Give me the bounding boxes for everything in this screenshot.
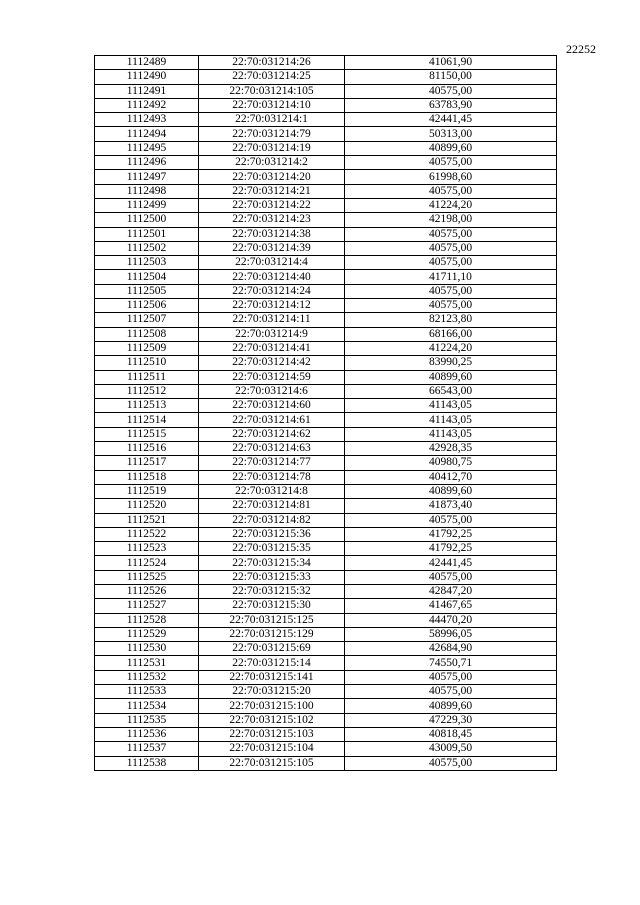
record-number-cell: 1112490 [95, 70, 199, 84]
record-number-cell: 1112505 [95, 284, 199, 298]
record-number-cell: 1112508 [95, 327, 199, 341]
table-row [95, 384, 557, 398]
table-row [95, 399, 557, 413]
record-number-cell: 1112510 [95, 356, 199, 370]
cadastral-number-cell: 22:70:031214:42 [199, 356, 345, 370]
record-number-cell: 1112509 [95, 341, 199, 355]
table-row [95, 442, 557, 456]
record-number-cell: 1112501 [95, 227, 199, 241]
value-cell: 74550,71 [345, 656, 557, 670]
record-number-cell: 1112530 [95, 642, 199, 656]
cadastral-number-cell: 22:70:031214:105 [199, 84, 345, 98]
value-cell: 40575,00 [345, 685, 557, 699]
cadastral-number-cell: 22:70:031214:23 [199, 213, 345, 227]
value-cell: 40575,00 [345, 241, 557, 255]
value-cell: 40899,60 [345, 484, 557, 498]
table-row [95, 527, 557, 541]
cadastral-number-cell: 22:70:031215:141 [199, 670, 345, 684]
cadastral-number-cell: 22:70:031215:102 [199, 713, 345, 727]
cadastral-number-cell: 22:70:031214:79 [199, 127, 345, 141]
value-cell: 40899,60 [345, 141, 557, 155]
value-cell: 40575,00 [345, 84, 557, 98]
table-row [95, 413, 557, 427]
cadastral-number-cell: 22:70:031215:69 [199, 642, 345, 656]
cadastral-number-cell: 22:70:031215:33 [199, 570, 345, 584]
record-number-cell: 1112502 [95, 241, 199, 255]
value-cell: 40575,00 [345, 299, 557, 313]
cadastral-number-cell: 22:70:031214:24 [199, 284, 345, 298]
cadastral-number-cell: 22:70:031214:25 [199, 70, 345, 84]
record-number-cell: 1112520 [95, 499, 199, 513]
value-cell: 47229,30 [345, 713, 557, 727]
value-cell: 41143,05 [345, 427, 557, 441]
record-number-cell: 1112525 [95, 570, 199, 584]
record-number-cell: 1112512 [95, 384, 199, 398]
cadastral-number-cell: 22:70:031214:38 [199, 227, 345, 241]
table-row [95, 256, 557, 270]
cadastral-number-cell: 22:70:031214:12 [199, 299, 345, 313]
cadastral-number-cell: 22:70:031214:22 [199, 198, 345, 212]
cadastral-number-cell: 22:70:031214:11 [199, 313, 345, 327]
cadastral-number-cell: 22:70:031214:41 [199, 341, 345, 355]
table-row [95, 127, 557, 141]
table-row [95, 341, 557, 355]
table-row [95, 456, 557, 470]
value-cell: 40575,00 [345, 256, 557, 270]
cadastral-number-cell: 22:70:031214:40 [199, 270, 345, 284]
table-row [95, 84, 557, 98]
cadastral-number-cell: 22:70:031214:19 [199, 141, 345, 155]
record-number-cell: 1112531 [95, 656, 199, 670]
record-number-cell: 1112513 [95, 399, 199, 413]
record-number-cell: 1112537 [95, 742, 199, 756]
record-number-cell: 1112522 [95, 527, 199, 541]
value-cell: 40818,45 [345, 727, 557, 741]
table-row [95, 613, 557, 627]
value-cell: 40575,00 [345, 670, 557, 684]
value-cell: 43009,50 [345, 742, 557, 756]
value-cell: 41224,20 [345, 198, 557, 212]
value-cell: 50313,00 [345, 127, 557, 141]
cadastral-number-cell: 22:70:031215:36 [199, 527, 345, 541]
value-cell: 58996,05 [345, 627, 557, 641]
record-number-cell: 1112492 [95, 98, 199, 112]
cadastral-number-cell: 22:70:031214:77 [199, 456, 345, 470]
table-row [95, 685, 557, 699]
cadastral-number-cell: 22:70:031214:20 [199, 170, 345, 184]
value-cell: 40575,00 [345, 513, 557, 527]
value-cell: 41792,25 [345, 527, 557, 541]
table-row [95, 270, 557, 284]
record-number-cell: 1112523 [95, 542, 199, 556]
table-row [95, 184, 557, 198]
value-cell: 40575,00 [345, 570, 557, 584]
record-number-cell: 1112521 [95, 513, 199, 527]
table-row [95, 756, 557, 770]
record-number-cell: 1112533 [95, 685, 199, 699]
cadastral-number-cell: 22:70:031215:14 [199, 656, 345, 670]
record-number-cell: 1112506 [95, 299, 199, 313]
cadastral-number-cell: 22:70:031214:82 [199, 513, 345, 527]
page-number: 22252 [566, 42, 596, 56]
records-table [94, 55, 557, 771]
record-number-cell: 1112491 [95, 84, 199, 98]
cadastral-number-cell: 22:70:031214:62 [199, 427, 345, 441]
table-row [95, 156, 557, 170]
table-row [95, 327, 557, 341]
value-cell: 66543,00 [345, 384, 557, 398]
value-cell: 41061,90 [345, 56, 557, 70]
cadastral-number-cell: 22:70:031214:10 [199, 98, 345, 112]
table-row [95, 727, 557, 741]
table-row [95, 470, 557, 484]
table-row [95, 599, 557, 613]
table-row [95, 742, 557, 756]
value-cell: 40575,00 [345, 284, 557, 298]
record-number-cell: 1112538 [95, 756, 199, 770]
value-cell: 63783,90 [345, 98, 557, 112]
table-row [95, 499, 557, 513]
value-cell: 68166,00 [345, 327, 557, 341]
cadastral-number-cell: 22:70:031214:63 [199, 442, 345, 456]
table-row [95, 98, 557, 112]
record-number-cell: 1112495 [95, 141, 199, 155]
record-number-cell: 1112503 [95, 256, 199, 270]
table-row [95, 656, 557, 670]
value-cell: 61998,60 [345, 170, 557, 184]
cadastral-number-cell: 22:70:031214:39 [199, 241, 345, 255]
table-row [95, 427, 557, 441]
cadastral-number-cell: 22:70:031215:35 [199, 542, 345, 556]
value-cell: 40575,00 [345, 227, 557, 241]
table-row [95, 70, 557, 84]
record-number-cell: 1112532 [95, 670, 199, 684]
value-cell: 41143,05 [345, 413, 557, 427]
table-row [95, 113, 557, 127]
cadastral-number-cell: 22:70:031215:129 [199, 627, 345, 641]
cadastral-number-cell: 22:70:031214:60 [199, 399, 345, 413]
value-cell: 41711,10 [345, 270, 557, 284]
cadastral-number-cell: 22:70:031214:61 [199, 413, 345, 427]
value-cell: 42441,45 [345, 113, 557, 127]
cadastral-number-cell: 22:70:031215:104 [199, 742, 345, 756]
value-cell: 40899,60 [345, 699, 557, 713]
table-row [95, 642, 557, 656]
record-number-cell: 1112494 [95, 127, 199, 141]
record-number-cell: 1112527 [95, 599, 199, 613]
value-cell: 40980,75 [345, 456, 557, 470]
table-row [95, 241, 557, 255]
cadastral-number-cell: 22:70:031215:34 [199, 556, 345, 570]
record-number-cell: 1112497 [95, 170, 199, 184]
table-row [95, 284, 557, 298]
cadastral-number-cell: 22:70:031215:105 [199, 756, 345, 770]
cadastral-number-cell: 22:70:031215:103 [199, 727, 345, 741]
value-cell: 42198,00 [345, 213, 557, 227]
table-row [95, 670, 557, 684]
value-cell: 42684,90 [345, 642, 557, 656]
record-number-cell: 1112500 [95, 213, 199, 227]
table-row [95, 170, 557, 184]
cadastral-number-cell: 22:70:031214:78 [199, 470, 345, 484]
record-number-cell: 1112493 [95, 113, 199, 127]
record-number-cell: 1112514 [95, 413, 199, 427]
value-cell: 41467,65 [345, 599, 557, 613]
value-cell: 82123,80 [345, 313, 557, 327]
value-cell: 44470,20 [345, 613, 557, 627]
value-cell: 40899,60 [345, 370, 557, 384]
record-number-cell: 1112496 [95, 156, 199, 170]
cadastral-number-cell: 22:70:031214:6 [199, 384, 345, 398]
record-number-cell: 1112499 [95, 198, 199, 212]
record-number-cell: 1112498 [95, 184, 199, 198]
record-number-cell: 1112507 [95, 313, 199, 327]
cadastral-number-cell: 22:70:031215:30 [199, 599, 345, 613]
table-row [95, 213, 557, 227]
cadastral-number-cell: 22:70:031214:26 [199, 56, 345, 70]
cadastral-number-cell: 22:70:031214:8 [199, 484, 345, 498]
record-number-cell: 1112516 [95, 442, 199, 456]
value-cell: 83990,25 [345, 356, 557, 370]
table-row [95, 713, 557, 727]
cadastral-number-cell: 22:70:031214:1 [199, 113, 345, 127]
table-row [95, 198, 557, 212]
record-number-cell: 1112518 [95, 470, 199, 484]
table-row [95, 299, 557, 313]
table-row [95, 56, 557, 70]
value-cell: 41873,40 [345, 499, 557, 513]
value-cell: 42928,35 [345, 442, 557, 456]
table-row [95, 484, 557, 498]
cadastral-number-cell: 22:70:031214:4 [199, 256, 345, 270]
value-cell: 42847,20 [345, 584, 557, 598]
table-row [95, 513, 557, 527]
record-number-cell: 1112511 [95, 370, 199, 384]
value-cell: 40575,00 [345, 156, 557, 170]
table-row [95, 570, 557, 584]
table-row [95, 141, 557, 155]
record-number-cell: 1112515 [95, 427, 199, 441]
cadastral-number-cell: 22:70:031215:20 [199, 685, 345, 699]
value-cell: 40575,00 [345, 756, 557, 770]
record-number-cell: 1112529 [95, 627, 199, 641]
value-cell: 41143,05 [345, 399, 557, 413]
cadastral-number-cell: 22:70:031214:59 [199, 370, 345, 384]
table-row [95, 699, 557, 713]
record-number-cell: 1112528 [95, 613, 199, 627]
cadastral-number-cell: 22:70:031214:9 [199, 327, 345, 341]
record-number-cell: 1112535 [95, 713, 199, 727]
cadastral-number-cell: 22:70:031214:81 [199, 499, 345, 513]
table-row [95, 370, 557, 384]
table-row [95, 584, 557, 598]
value-cell: 81150,00 [345, 70, 557, 84]
record-number-cell: 1112504 [95, 270, 199, 284]
cadastral-number-cell: 22:70:031215:100 [199, 699, 345, 713]
cadastral-number-cell: 22:70:031214:2 [199, 156, 345, 170]
table-row [95, 542, 557, 556]
records-table-body [95, 56, 557, 771]
record-number-cell: 1112526 [95, 584, 199, 598]
record-number-cell: 1112536 [95, 727, 199, 741]
cadastral-number-cell: 22:70:031215:32 [199, 584, 345, 598]
cadastral-number-cell: 22:70:031215:125 [199, 613, 345, 627]
value-cell: 40575,00 [345, 184, 557, 198]
table-row [95, 313, 557, 327]
value-cell: 42441,45 [345, 556, 557, 570]
table-row [95, 356, 557, 370]
cadastral-number-cell: 22:70:031214:21 [199, 184, 345, 198]
record-number-cell: 1112534 [95, 699, 199, 713]
record-number-cell: 1112524 [95, 556, 199, 570]
value-cell: 41792,25 [345, 542, 557, 556]
table-row [95, 627, 557, 641]
record-number-cell: 1112489 [95, 56, 199, 70]
value-cell: 41224,20 [345, 341, 557, 355]
table-row [95, 556, 557, 570]
record-number-cell: 1112519 [95, 484, 199, 498]
value-cell: 40412,70 [345, 470, 557, 484]
record-number-cell: 1112517 [95, 456, 199, 470]
table-row [95, 227, 557, 241]
